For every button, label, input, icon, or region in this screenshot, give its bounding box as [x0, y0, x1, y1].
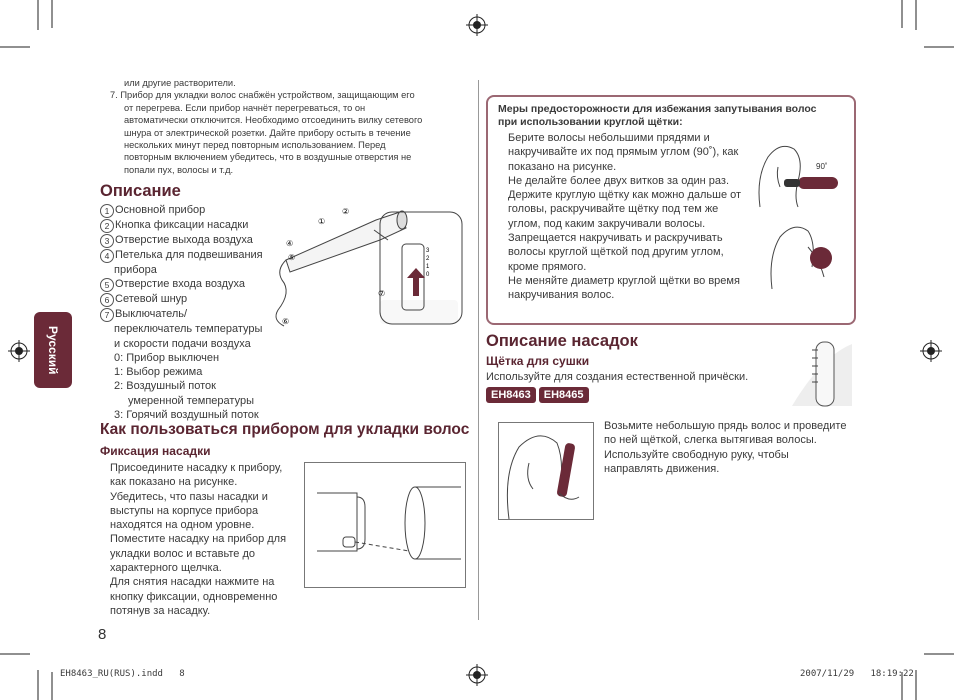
brush-attachment-figure: [788, 336, 856, 412]
svg-text:⑥: ⑥: [282, 317, 290, 326]
svg-text:3: 3: [426, 248, 430, 254]
column-divider: [478, 80, 479, 620]
language-tab: [34, 312, 72, 388]
intro-line: 7. Прибор для укладки волос снабжён устройством, защищающим его: [110, 90, 415, 101]
description-title: Описание: [100, 182, 181, 200]
svg-text:④: ④: [286, 239, 294, 248]
list-item: 2 Кнопка фиксации насадки: [100, 218, 280, 233]
dryer-diagram: [268, 200, 468, 330]
svg-text:90˚: 90˚: [816, 162, 828, 171]
caution-box: [486, 95, 856, 325]
language-tab-label: Русский: [46, 325, 60, 375]
svg-text:1: 1: [426, 264, 430, 270]
intro-line: или другие растворители.: [124, 78, 236, 88]
attachment-figure: [304, 462, 466, 588]
list-item: 3: Горячий воздушный поток: [114, 409, 259, 422]
arrow-up-icon: [407, 268, 425, 296]
list-item: 1 Основной прибор: [100, 203, 280, 218]
svg-text:①: ①: [318, 217, 326, 226]
registration-mark-icon: [920, 340, 942, 362]
svg-text:⑤: ⑤: [288, 253, 296, 262]
list-item: переключатель температуры: [114, 323, 263, 336]
attachments-title: Описание насадок: [486, 332, 638, 350]
list-item: 4 Петелька для подвешивания: [100, 248, 280, 263]
registration-mark-icon: [466, 14, 488, 36]
howto-text: Присоедините насадку к прибору, как показано на рисунке. Убедитесь, что пазы насадки и выступы на корпусе прибора находятся на одном уровне. Поместите насадку на прибор для укладки волос и вставьте до характерного щелчка. Для снятия насадки нажмите на кнопку фиксации, одновременно потянув за насадку.: [110, 462, 287, 617]
caution-title: Меры предосторожности для избежания запутывания волос при использовании круглой щётки:: [498, 103, 817, 128]
intro-line: нескольких минут перед повторным использованием. Перед: [124, 140, 386, 151]
intro-line: автоматически отключится. Необходимо отсоединить вилку сетевого: [124, 115, 423, 126]
registration-mark-icon: [466, 664, 488, 686]
brush-usage-figure: [498, 422, 594, 520]
list-item: 1: Выбор режима: [114, 366, 203, 379]
intro-line: повторным включением убедитесь, что в воздушные отверстия не: [124, 152, 412, 163]
svg-text:⑦: ⑦: [378, 289, 386, 298]
footer-file: EH8463_RU(RUS).indd 8: [60, 669, 185, 679]
list-item: 6 Сетевой шнур: [100, 292, 280, 307]
model-badge: EH8463: [486, 387, 536, 403]
list-item: и скорости подачи воздуха: [114, 337, 251, 350]
intro-line: попали пух, волосы и т.д.: [124, 164, 234, 175]
list-item: 7 Выключатель/: [100, 307, 280, 322]
list-item: 0: Прибор выключен: [114, 351, 220, 364]
list-item: 3 Отверстие выхода воздуха: [100, 233, 280, 248]
intro-text: [110, 77, 472, 176]
intro-line: шнура от электрической розетки. Дайте прибору остыть в течение: [124, 127, 411, 138]
registration-mark-icon: [8, 340, 30, 362]
page-number: 8: [98, 626, 107, 643]
attachments-subtitle: Щётка для сушки: [486, 354, 590, 368]
caution-text: Берите волосы небольшими прядями и накручивайте их под прямым углом (90˚), как показано на рисунке. Не делайте более двух витков за один раз. Держите круглую щётку как можно дальше от головы, раскручивайте щётку под тем же углом, под каким закручивали волосы. Запрещается накручивать и раскручивать волосы круглой щёткой под другим углом, кроме прямого. Не меняйте диаметр круглой щётки во время накручивания волос.: [508, 132, 742, 302]
model-badge: EH8465: [539, 387, 589, 403]
round-brush-figure-2: [764, 217, 848, 291]
list-item: 2: Воздушный поток: [114, 380, 216, 393]
intro-line: от перегрева. Если прибор начнёт перегреваться, то он: [124, 102, 366, 113]
attachments-intro: Используйте для создания естественной причёски.: [486, 371, 749, 383]
round-brush-figure-1: [754, 137, 848, 209]
list-item: прибора: [114, 264, 157, 276]
attachments-text: Возьмите небольшую прядь волос и проведите по ней щёткой, слегка вытягивая волосы. Используйте свободную руку, чтобы направлять движения.: [604, 420, 847, 475]
list-item: умеренной температуры: [128, 394, 254, 407]
howto-subtitle: Фиксация насадки: [100, 444, 211, 458]
svg-text:②: ②: [342, 207, 350, 216]
svg-text:2: 2: [426, 256, 430, 262]
description-list: [100, 203, 280, 422]
list-item: 5 Отверстие входа воздуха: [100, 277, 280, 292]
footer-datetime: 2007/11/29 18:19:22: [800, 669, 914, 679]
model-badges: [486, 385, 592, 403]
howto-title: Как пользоваться прибором для укладки волос: [100, 421, 470, 438]
svg-text:0: 0: [426, 272, 430, 278]
